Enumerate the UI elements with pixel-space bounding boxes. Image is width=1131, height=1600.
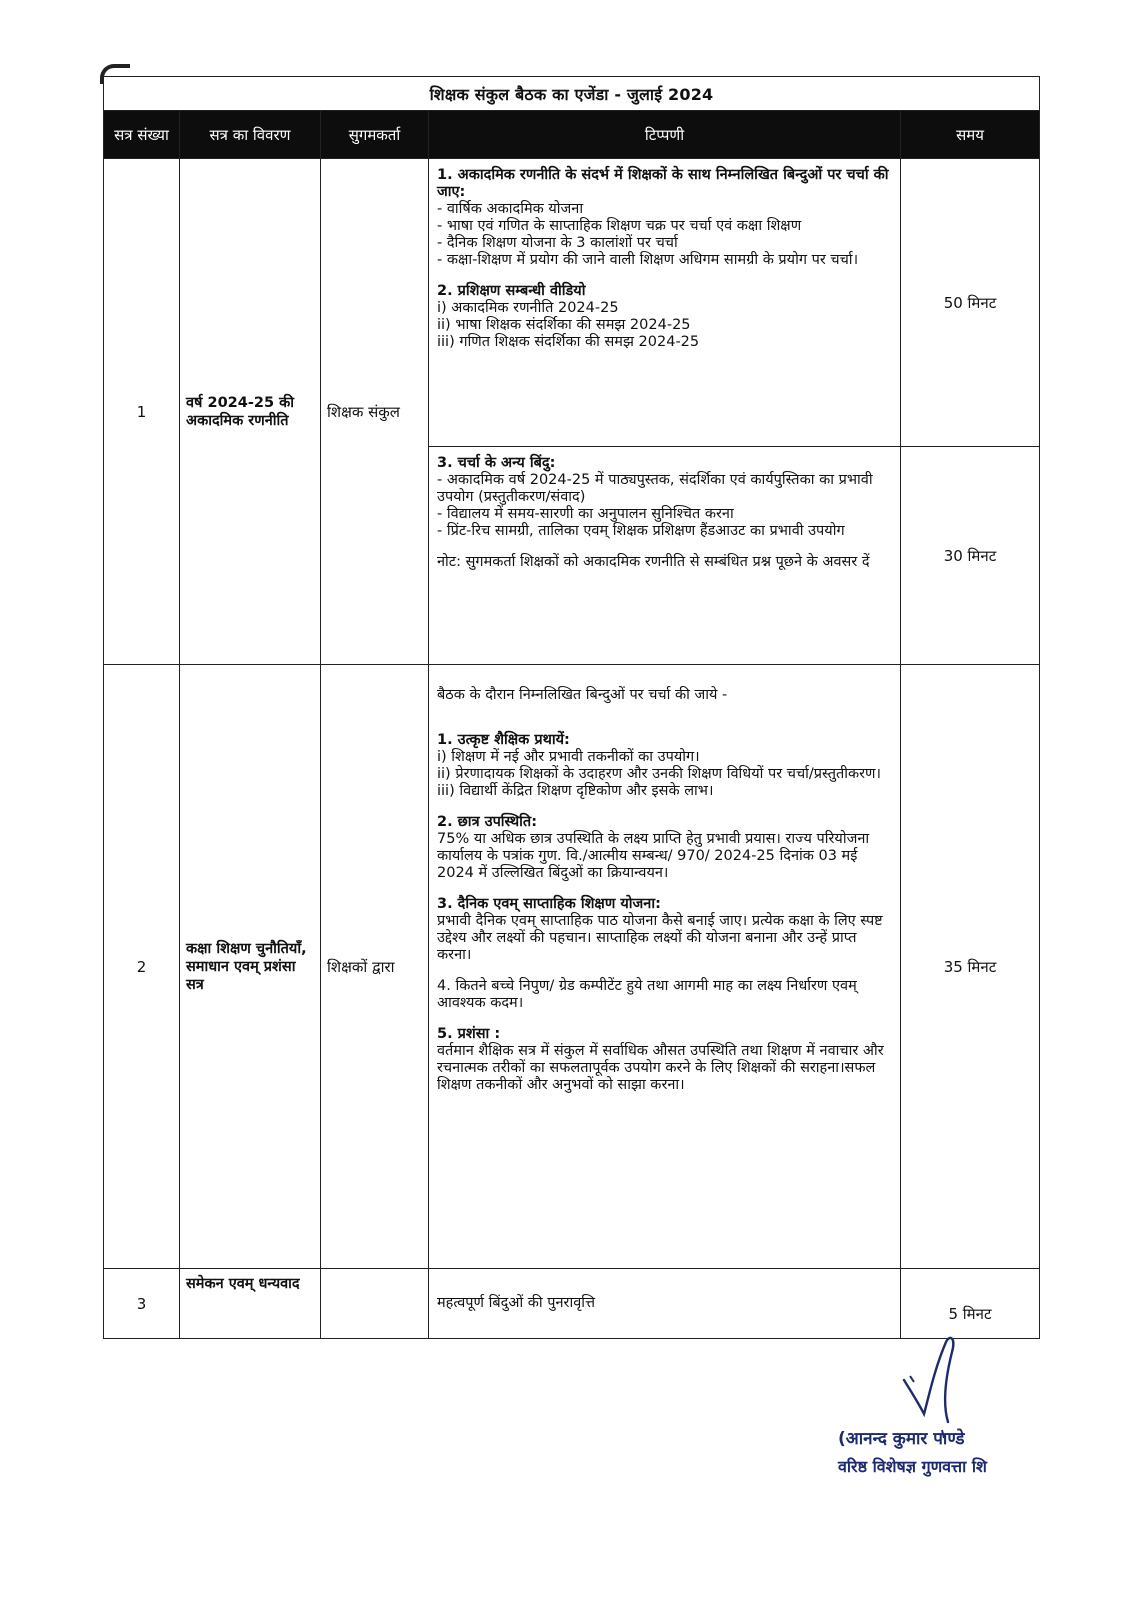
header-time: समय [901, 111, 1040, 159]
remarks-cell [429, 159, 901, 447]
remarks-line: 4. कितने बच्चे निपुण/ ग्रेड कम्पीटेंट हुये तथा आगमी माह का लक्ष्य निर्धारण एवम् आवश्यक कदम। [437, 978, 857, 1011]
signatory-designation: वरिष्ठ विशेषज्ञ गुणवत्ता शि [838, 1457, 987, 1476]
signature-scribble [890, 1330, 1030, 1440]
remarks-line: 3. दैनिक एवम् साप्ताहिक शिक्षण योजना: [437, 896, 661, 912]
line-gap [437, 964, 892, 978]
session-time: 30 मिनट [901, 447, 1040, 665]
agenda-table [103, 76, 1040, 1339]
remarks-line: - विद्यालय में समय-सारणी का अनुपालन सुनिश्चित करना [437, 506, 734, 522]
header-session-number: सत्र संख्या [104, 111, 180, 159]
session-description: कक्षा शिक्षण चुनौतियाँ, समाधान एवम् प्रशंसा सत्र [180, 665, 321, 1269]
line-gap [437, 704, 892, 718]
remarks-line: - दैनिक शिक्षण योजना के 3 कालांशों पर चर्चा [437, 235, 678, 251]
remarks-line: 2. प्रशिक्षण सम्बन्धी वीडियो [437, 283, 586, 299]
remarks-line: महत्वपूर्ण बिंदुओं की पुनरावृत्ति [437, 1295, 596, 1311]
agenda-title: शिक्षक संकुल बैठक का एजेंडा - जुलाई 2024 [104, 77, 1040, 111]
remarks-line: i) शिक्षण में नई और प्रभावी तकनीकों का उपयोग। [437, 749, 700, 765]
session-time: 50 मिनट [901, 159, 1040, 447]
table-row [104, 665, 1040, 1269]
line-gap [437, 269, 892, 283]
remarks-line: - कक्षा-शिक्षण में प्रयोग की जाने वाली शिक्षण अधिगम सामग्री के प्रयोग पर चर्चा। [437, 252, 859, 268]
session-time: 5 मिनट [901, 1269, 1040, 1339]
remarks-line: iii) गणित शिक्षक संदर्शिका की समझ 2024-25 [437, 334, 700, 350]
signatory-name: (आनन्द कुमार पाण्डे [838, 1429, 965, 1449]
remarks-line: - अकादमिक वर्ष 2024-25 में पाठ्यपुस्तक, संदर्शिका एवं कार्यपुस्तिका का प्रभावी उपयोग (प्रस्तुतीकरण/संवाद) [437, 472, 873, 505]
remarks-line: नोट: सुगमकर्ता शिक्षकों को अकादमिक रणनीति से सम्बंधित प्रश्न पूछने के अवसर दें [437, 554, 870, 570]
remarks-cell [429, 665, 901, 1269]
remarks-line: प्रभावी दैनिक एवम् साप्ताहिक पाठ योजना कैसे बनाई जाए। प्रत्येक कक्षा के लिए स्पष्ट उद्देश्य और लक्ष्यों की पहचान। साप्ताहिक लक्ष्यों की योजना बनाना और उन्हें प्राप्त करना। [437, 913, 883, 963]
line-gap [437, 800, 892, 814]
line-gap [437, 718, 892, 732]
facilitator [321, 1269, 429, 1339]
remarks-line: 3. चर्चा के अन्य बिंदु: [437, 455, 556, 471]
remarks-line: - वार्षिक अकादमिक योजना [437, 201, 584, 217]
session-description: वर्ष 2024-25 की अकादमिक रणनीति [180, 159, 321, 665]
remarks-line: 5. प्रशंसा : [437, 1026, 501, 1042]
session-number: 2 [104, 665, 180, 1269]
remarks-line: 2. छात्र उपस्थिति: [437, 814, 537, 830]
line-gap [437, 1012, 892, 1026]
remarks-line: - प्रिंट-रिच सामग्री, तालिका एवम् शिक्षक प्रशिक्षण हैंडआउट का प्रभावी उपयोग [437, 523, 845, 539]
remarks-line: ii) भाषा शिक्षक संदर्शिका की समझ 2024-25 [437, 317, 691, 333]
header-facilitator: सुगमकर्ता [321, 111, 429, 159]
remarks-cell [429, 447, 901, 665]
remarks-line: ii) प्रेरणादायक शिक्षकों के उदाहरण और उनकी शिक्षण विधियों पर चर्चा/प्रस्तुतीकरण। [437, 766, 882, 782]
session-time: 35 मिनट [901, 665, 1040, 1269]
remarks-line: 1. अकादमिक रणनीति के संदर्भ में शिक्षकों के साथ निम्नलिखित बिन्दुओं पर चर्चा की जाए: [437, 167, 889, 200]
remarks-cell [429, 1269, 901, 1339]
remarks-line: 75% या अधिक छात्र उपस्थिति के लक्ष्य प्राप्ति हेतु प्रभावी प्रयास। राज्य परियोजना कार्यालय के पत्रांक गुण. वि./आत्मीय सम्बन्ध/ 970/ 2024-25 दिनांक 03 मई 2024 में उल्लिखित बिंदुओं का क्रियान्वयन। [437, 831, 870, 881]
remarks-line: i) अकादमिक रणनीति 2024-25 [437, 300, 619, 316]
remarks-line: बैठक के दौरान निम्नलिखित बिन्दुओं पर चर्चा की जाये - [437, 687, 728, 703]
remarks-line: वर्तमान शैक्षिक सत्र में संकुल में सर्वाधिक औसत उपस्थिति तथा शिक्षण में नवाचार और रचनात्मक तरीकों का सफलतापूर्वक उपयोग करने के लिए शिक्षकों की सराहना।सफल शिक्षण तकनीकों और अनुभवों को साझा करना। [437, 1043, 884, 1093]
session-number: 3 [104, 1269, 180, 1339]
line-gap [437, 882, 892, 896]
header-session-description: सत्र का विवरण [180, 111, 321, 159]
line-gap [437, 540, 892, 554]
remarks-line: - भाषा एवं गणित के साप्ताहिक शिक्षण चक्र पर चर्चा एवं कक्षा शिक्षण [437, 218, 802, 234]
session-number: 1 [104, 159, 180, 665]
session-description: समेकन एवम् धन्यवाद [180, 1269, 321, 1339]
facilitator: शिक्षकों द्वारा [321, 665, 429, 1269]
table-row [104, 1269, 1040, 1339]
remarks-line: 1. उत्कृष्ट शैक्षिक प्रथायें: [437, 732, 570, 748]
header-remarks: टिप्पणी [429, 111, 901, 159]
table-row [104, 159, 1040, 447]
remarks-line: iii) विद्यार्थी केंद्रित शिक्षण दृष्टिकोण और इसके लाभ। [437, 783, 714, 799]
facilitator: शिक्षक संकुल [321, 159, 429, 665]
